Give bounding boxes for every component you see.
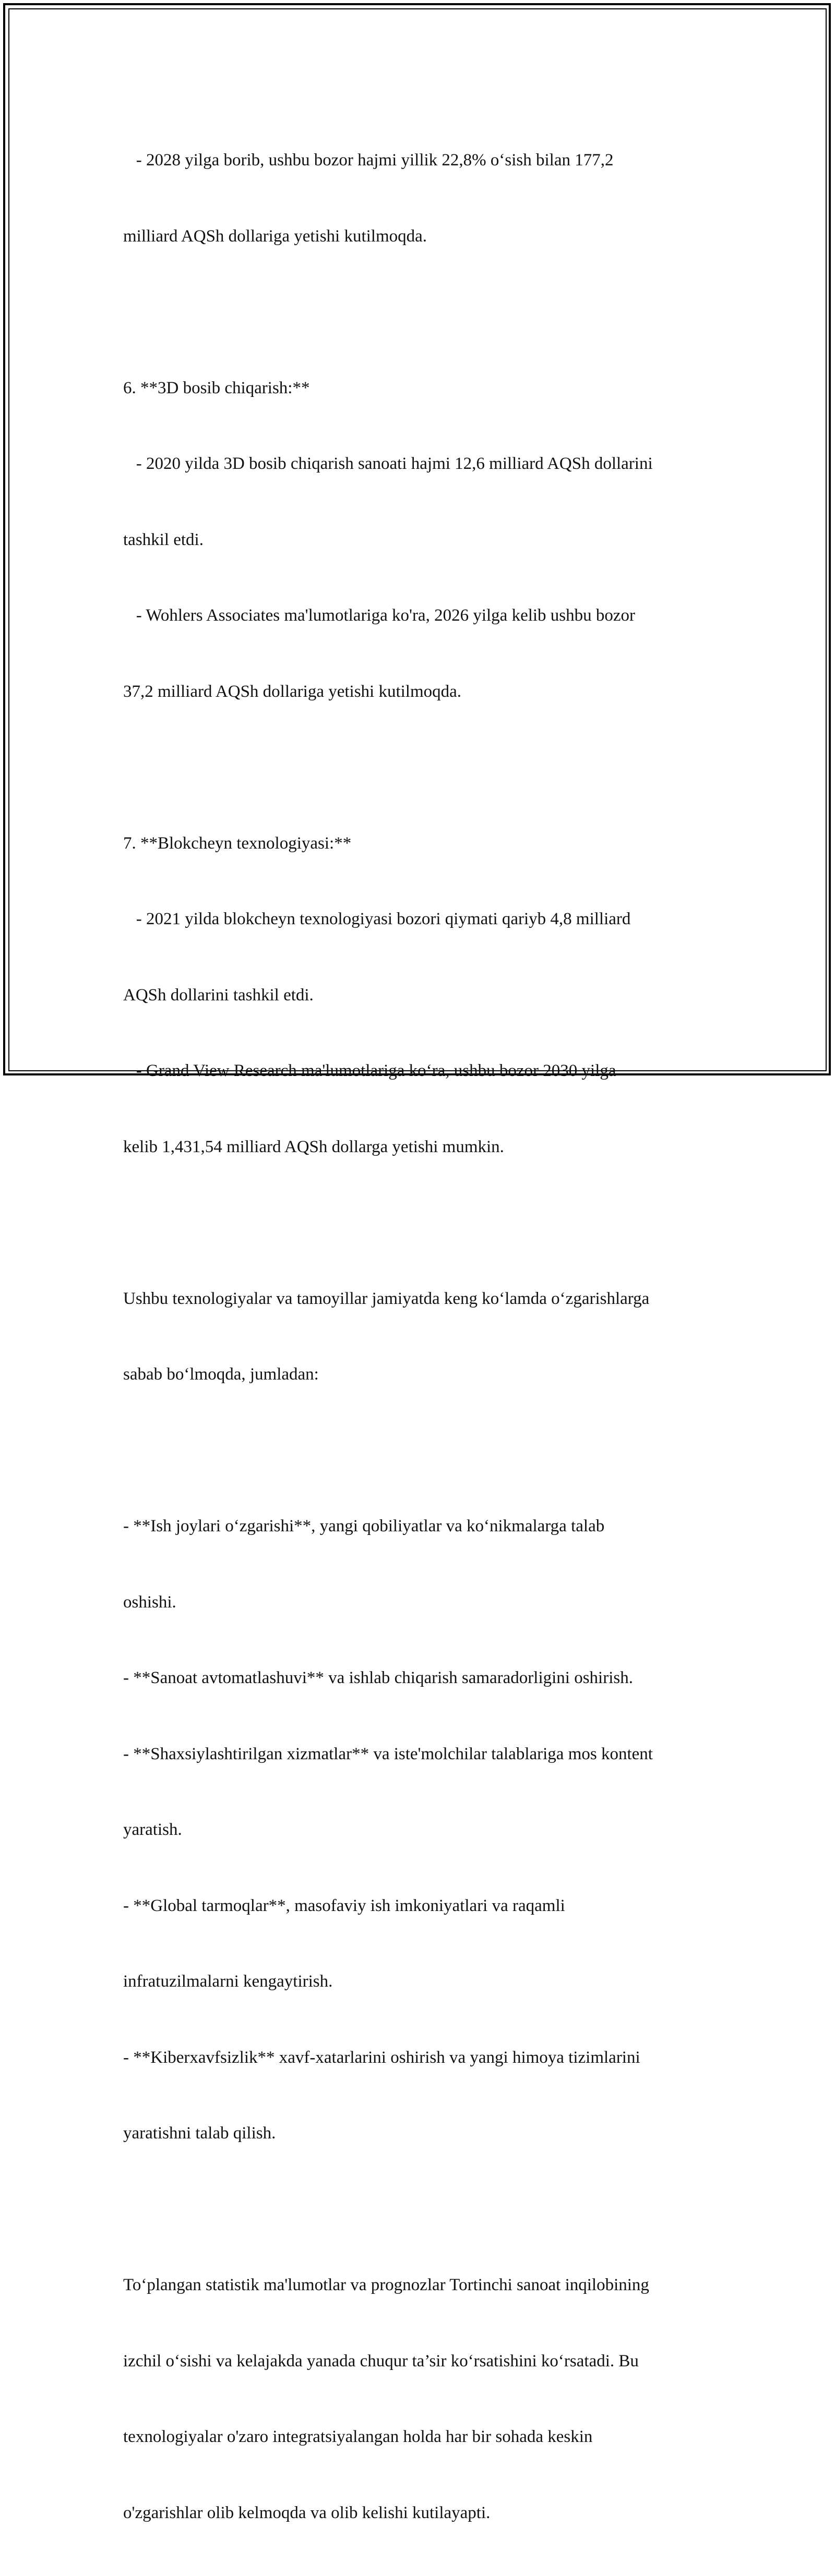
paragraph-spacer <box>123 755 723 780</box>
text-line: To‘plangan statistik ma'lumotlar va prognozlar Tortinchi sanoat inqilobining <box>123 2276 649 2294</box>
list-item-line: - **Ish joylari o‘zgarishi**, yangi qobiliyatlar va ko‘nikmalarga talab <box>123 1517 605 1535</box>
section-3d-printing <box>123 325 723 755</box>
text-line: texnologiyalar o'zaro integratsiyalangan holda har bir sohada keskin <box>123 2427 593 2446</box>
paragraph-spacer <box>123 2197 723 2222</box>
text-line: - Wohlers Associates ma'lumotlariga ko'ra, 2026 yilga kelib ushbu bozor <box>123 606 636 625</box>
paragraph-intro-changes <box>123 1236 723 1438</box>
list-item-line: infratuzilmalarni kengaytirish. <box>123 1972 333 1991</box>
section-heading: 7. **Blokcheyn texnologiyasi:** <box>123 833 352 853</box>
list-item-line: - **Sanoat avtomatlashuvi** va ishlab chiqarish samaradorligini oshirish. <box>123 1668 633 1687</box>
list-item-line: - **Global tarmoqlar**, masofaviy ish imkoniyatlari va raqamli <box>123 1896 565 1915</box>
text-line: - Grand View Research ma'lumotlariga ko‘ra, ushbu bozor 2030 yilga <box>123 1061 616 1080</box>
text-line: izchil o‘sishi va kelajakda yanada chuqur ta’sir ko‘rsatishini ko‘rsatadi. Bu <box>123 2351 639 2371</box>
text-line: tashkil etdi. <box>123 530 204 549</box>
text-line: 37,2 milliard AQSh dollariga yetishi kutilmoqda. <box>123 682 462 701</box>
text-line: - 2021 yilda blokcheyn texnologiyasi bozori qiymati qariyb 4,8 milliard <box>123 910 631 928</box>
text-line: - 2028 yilga borib, ushbu bozor hajmi yillik 22,8% o‘sish bilan 177,2 <box>123 151 614 170</box>
paragraph-spacer <box>123 1210 723 1236</box>
text-line: AQSh dollarini tashkil etdi. <box>123 985 314 1005</box>
section-heading: 6. **3D bosib chiqarish:** <box>123 378 310 397</box>
text-line: Ushbu texnologiyalar va tamoyillar jamiyatda keng ko‘lamda o‘zgarishlarga <box>123 1289 650 1308</box>
paragraph-market-forecast-2028 <box>123 97 723 299</box>
document-body <box>123 97 723 2576</box>
bullet-list-changes <box>123 1463 723 2197</box>
text-line: milliard AQSh dollariga yetishi kutilmoqda. <box>123 226 427 246</box>
paragraph-conclusion <box>123 2222 723 2576</box>
paragraph-spacer <box>123 299 723 325</box>
text-line: o'zgarishlar olib kelmoqda va olib kelishi kutilayapti. <box>123 2503 491 2522</box>
list-item-line: oshishi. <box>123 1592 176 1612</box>
list-item-line: - **Kiberxavfsizlik** xavf-xatarlarini oshirish va yangi himoya tizimlarini <box>123 2048 640 2067</box>
section-blockchain <box>123 780 723 1211</box>
text-line: - 2020 yilda 3D bosib chiqarish sanoati hajmi 12,6 milliard AQSh dollarini <box>123 454 653 473</box>
text-line: kelib 1,431,54 milliard AQSh dollarga yetishi mumkin. <box>123 1137 504 1156</box>
list-item-line: yaratishni talab qilish. <box>123 2124 276 2143</box>
list-item-line: - **Shaxsiylashtirilgan xizmatlar** va iste'molchilar talablariga mos kontent <box>123 1744 653 1763</box>
list-item-line: yaratish. <box>123 1820 182 1839</box>
text-line: sabab bo‘lmoqda, jumladan: <box>123 1365 319 1384</box>
paragraph-spacer <box>123 1438 723 1464</box>
